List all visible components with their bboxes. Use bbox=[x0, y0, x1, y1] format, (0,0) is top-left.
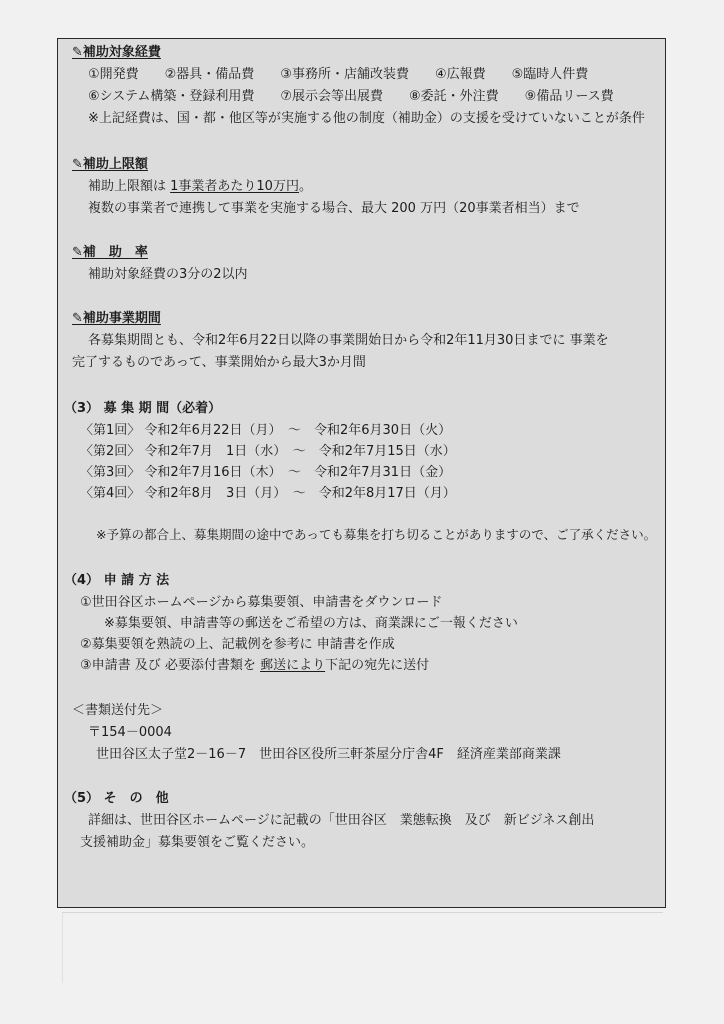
mail-emphasis: 郵送により bbox=[260, 658, 326, 673]
method-step-1-note: ※募集要領、申請書等の郵送をご希望の方は、商業課にご一報ください bbox=[104, 616, 518, 631]
expense-list-row-1: ①開発費 ②器具・備品費 ③事務所・店舗改装費 ④広報費 ⑤臨時人件費 bbox=[88, 67, 589, 82]
next-page-bleed-through bbox=[62, 912, 663, 983]
other-heading: （5） そ の 他 bbox=[64, 791, 169, 806]
project-period-line-1: 各募集期間とも、令和2年6月22日以降の事業開始日から令和2年11月30日までに 事業を bbox=[88, 333, 609, 348]
subsidy-rate-line: 補助対象経費の3分の2以内 bbox=[88, 267, 248, 282]
budget-note: ※予算の都合上、募集期間の途中であっても募集を打ち切ることがありますので、ご了承ください。 bbox=[96, 527, 657, 542]
eligible-expenses-heading: ✎補助対象経費 bbox=[72, 45, 161, 60]
application-period-heading: （3） 募 集 期 間（必着） bbox=[64, 401, 222, 416]
postal-code: 〒154－0004 bbox=[88, 725, 172, 740]
subsidy-limit-line-1: 補助上限額は 1事業者あたり10万円。 bbox=[88, 179, 312, 194]
method-step-1: ①世田谷区ホームページから募集要領、申請書をダウンロード bbox=[80, 595, 443, 610]
other-line-2: 支援補助金」募集要領をご覧ください。 bbox=[80, 835, 315, 850]
subsidy-limit-amount: 1事業者あたり10万円 bbox=[170, 179, 299, 194]
expense-list-row-2: ⑥システム構築・登録利用費 ⑦展示会等出展費 ⑧委託・外注費 ⑨備品リース費 bbox=[88, 89, 614, 104]
method-step-2: ②募集要領を熟読の上、記載例を参考に 申請書を作成 bbox=[80, 637, 395, 652]
project-period-heading: ✎補助事業期間 bbox=[72, 311, 161, 326]
expense-condition-note: ※上記経費は、国・都・他区等が実施する他の制度（補助金）の支援を受けていないことが条件 bbox=[88, 111, 645, 126]
subsidy-limit-line-2: 複数の事業者で連携して事業を実施する場合、最大 200 万円（20事業者相当）まで bbox=[88, 201, 580, 216]
mailing-address: 世田谷区太子堂2－16－7 世田谷区役所三軒茶屋分庁舎4F 経済産業部商業課 bbox=[96, 747, 561, 762]
application-round-4: 〈第4回〉 令和2年8月 3日（月） ～ 令和2年8月17日（月） bbox=[80, 486, 456, 501]
application-method-heading: （4） 申 請 方 法 bbox=[64, 573, 170, 588]
application-round-1: 〈第1回〉 令和2年6月22日（月） ～ 令和2年6月30日（火） bbox=[80, 423, 452, 438]
application-round-3: 〈第3回〉 令和2年7月16日（木） ～ 令和2年7月31日（金） bbox=[80, 465, 452, 480]
project-period-line-2: 完了するものであって、事業開始から最大3か月間 bbox=[72, 355, 366, 370]
mailing-address-heading: ＜書類送付先＞ bbox=[72, 703, 164, 718]
subsidy-limit-heading: ✎補助上限額 bbox=[72, 157, 148, 172]
other-line-1: 詳細は、世田谷区ホームページに記載の「世田谷区 業態転換 及び 新ビジネス創出 bbox=[88, 813, 595, 828]
notice-box bbox=[57, 38, 666, 908]
application-round-2: 〈第2回〉 令和2年7月 1日（水） ～ 令和2年7月15日（水） bbox=[80, 444, 456, 459]
subsidy-rate-heading: ✎補 助 率 bbox=[72, 245, 148, 260]
method-step-3: ③申請書 及び 必要添付書類を 郵送により下記の宛先に送付 bbox=[80, 658, 430, 673]
